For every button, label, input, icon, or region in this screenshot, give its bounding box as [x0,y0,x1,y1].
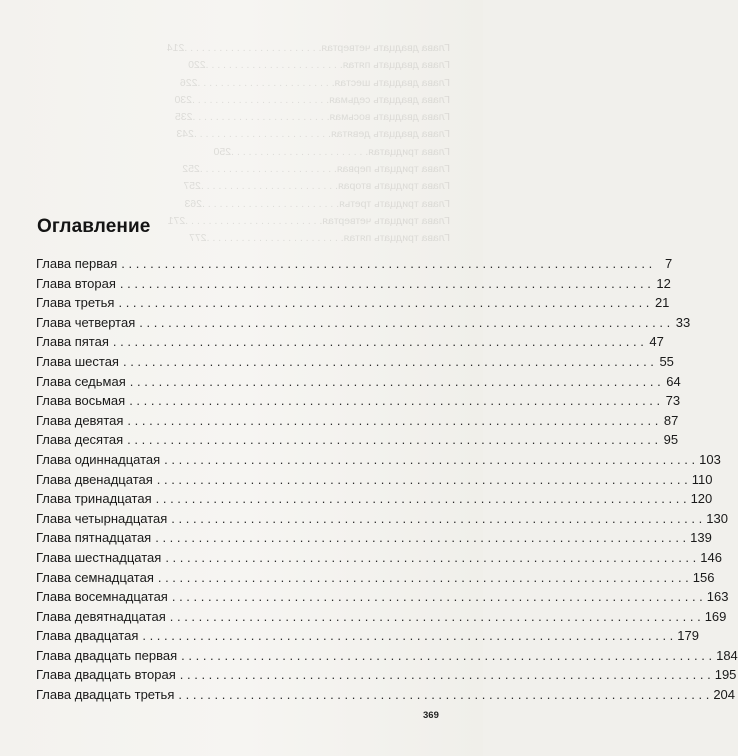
show-through-title: Глава двадцать седьмая [329,93,450,106]
show-through-page: 277 [189,232,207,245]
toc-entry-page: 169 [704,608,727,624]
dot-leader: . . . . . . . . . . . . . . . . . . . . . . . . [199,163,337,176]
show-through-entry [166,40,450,57]
toc-entry [36,685,736,705]
dot-leader [142,626,673,646]
toc-entry-page: 146 [700,549,722,565]
toc-entry [36,450,721,470]
dot-leader [113,332,644,352]
show-through-page: 226 [179,76,198,89]
toc-entry [36,587,729,607]
show-through-title: Глава тридцатая [368,145,450,158]
dot-leader [127,430,658,450]
show-through-entry [176,126,450,143]
toc-entry-title: Глава пятнадцатая [36,530,152,546]
show-through-entry [189,230,450,247]
show-through-title: Глава двадцать восьмая [329,111,450,124]
dot-leader: . . . . . . . . . . . . . . . . . . . . . . . . [193,128,332,141]
toc-entry [36,665,737,685]
dot-leader: . . . . . . . . . . . . . . . . . . . . . . . . [197,76,335,89]
toc-entry-title: Глава семнадцатая [36,569,154,585]
toc-entry-page: 195 [714,667,737,683]
toc-entry-page: 110 [691,471,713,487]
toc-entry-page: 179 [677,628,699,644]
dot-leader: . . . . . . . . . . . . . . . . . . . . . . . . [185,214,323,227]
show-through-title: Глава тридцать первая [336,163,450,176]
show-through-page: 235 [174,111,193,124]
toc-entry-page: 103 [699,451,721,467]
page-number: 369 [423,710,439,721]
toc-entry [36,372,681,392]
toc-entry-page: 64 [666,373,681,389]
show-through-page: 271 [167,214,186,227]
show-through-page: 214 [166,42,185,54]
toc-entry-title: Глава двенадцатая [36,471,153,487]
show-through-entry [174,109,450,126]
toc-entry-page: 156 [692,569,715,585]
toc-entry [36,430,679,450]
toc-entry-title: Глава девятая [36,412,124,428]
dot-leader [180,665,711,685]
dot-leader [165,548,696,568]
table-of-contents [36,254,738,705]
dot-leader: . . . . . . . . . . . . . . . . . . . . . . . . [202,197,340,210]
dot-leader: . . . . . . . . . . . . . . . . . . . . . . . . [184,42,322,54]
toc-entry [36,411,679,431]
toc-entry-page: 163 [706,589,729,605]
show-through-entry [167,213,450,230]
dot-leader [181,646,712,666]
toc-entry [36,489,713,509]
dot-leader [118,293,649,313]
page-title: Оглавление [37,216,151,237]
dot-leader [171,509,702,529]
dot-leader: . . . . . . . . . . . . . . . . . . . . . . . . [231,145,369,158]
toc-entry-page: 204 [713,687,736,703]
toc-entry [36,391,681,411]
show-through-entry [182,161,450,178]
toc-entry [36,607,727,627]
toc-entry-page: 73 [665,393,681,409]
show-through-text [166,40,450,248]
show-through-page: 257 [183,180,201,193]
show-through-title: Глава тридцать четвертая [322,214,450,227]
toc-entry-page: 12 [656,275,671,291]
show-through-entry [183,178,450,195]
dot-leader: . . . . . . . . . . . . . . . . . . . . . . . . [192,93,330,106]
toc-entry-title: Глава двадцать первая [36,647,178,663]
dot-leader: . . . . . . . . . . . . . . . . . . . . . . . . [206,232,344,245]
toc-entry-page: 120 [690,491,713,507]
dot-leader [157,470,688,490]
toc-entry-page: 55 [659,353,674,369]
toc-entry [36,254,673,274]
toc-entry-page: 47 [649,334,664,350]
toc-entry-page: 33 [675,314,691,330]
toc-entry-title: Глава двадцать третья [36,687,175,703]
toc-entry-title: Глава третья [36,295,115,311]
toc-entry-title: Глава четырнадцатая [36,510,168,526]
dot-leader [123,352,654,372]
toc-entry-title: Глава вторая [36,275,116,291]
toc-entry [36,332,664,352]
show-through-title: Глава тридцать вторая [338,180,450,193]
toc-entry-title: Глава восьмая [36,393,126,409]
show-through-entry [174,92,450,109]
toc-entry-title: Глава двадцать вторая [36,667,176,683]
toc-entry-title: Глава восемнадцатая [36,589,168,605]
toc-entry [36,509,728,529]
dot-leader: . . . . . . . . . . . . . . . . . . . . . . . . [200,180,339,193]
dot-leader: . . . . . . . . . . . . . . . . . . . . . . . . [205,59,343,72]
toc-entry-page: 139 [690,530,712,546]
show-through-page: 243 [176,128,194,141]
toc-entry-title: Глава седьмая [36,373,126,389]
dot-leader [172,587,703,607]
show-through-entry [179,75,450,92]
dot-leader [120,274,651,294]
dot-leader [170,607,701,627]
dot-leader [164,450,695,470]
show-through-title: Глава двадцать девятая [331,128,450,141]
show-through-title: Глава двадцать четвертая [321,42,450,54]
dot-leader [129,391,660,411]
toc-entry [36,352,674,372]
toc-entry-page: 184 [716,647,738,663]
show-through-entry [213,144,450,161]
toc-entry-title: Глава четвертая [36,314,136,330]
toc-entry-page: 95 [663,432,679,448]
toc-entry [36,548,722,568]
dot-leader: . . . . . . . . . . . . . . . . . . . . . . . . [192,111,330,124]
dot-leader [139,313,670,333]
toc-entry [36,528,712,548]
dot-leader [155,528,686,548]
show-through-entry [188,57,450,74]
toc-entry-title: Глава шестая [36,353,119,369]
show-through-page: 263 [184,197,203,210]
toc-entry-title: Глава двадцатая [36,628,139,644]
toc-entry [36,313,691,333]
toc-entry-page: 7 [664,256,673,271]
dot-leader [158,568,689,588]
show-through-title: Глава тридцать пятая [343,232,450,245]
show-through-page: 250 [213,145,232,158]
toc-entry [36,293,670,313]
toc-entry [36,274,671,294]
toc-entry-title: Глава пятая [36,334,109,350]
dot-leader [130,372,661,392]
dot-leader [178,685,709,705]
show-through-page: 230 [174,93,193,106]
toc-entry-title: Глава десятая [36,432,124,448]
dot-leader [121,254,652,274]
show-through-title: Глава двадцать пятая [342,59,450,72]
toc-entry-page: 87 [663,412,679,428]
toc-entry-page: 130 [706,510,728,526]
toc-entry-page: 21 [654,295,670,311]
toc-entry-title: Глава одиннадцатая [36,451,161,467]
show-through-title: Глава тридцать третья [339,197,450,210]
toc-entry-title: Глава шестнадцатая [36,549,162,565]
toc-entry [36,626,699,646]
dot-leader [156,489,687,509]
show-through-entry [184,196,450,213]
toc-entry-title: Глава тринадцатая [36,491,152,507]
toc-entry-title: Глава девятнадцатая [36,608,166,624]
show-through-title: Глава двадцать шестая [334,76,450,89]
dot-leader [127,411,658,431]
toc-entry [36,470,713,490]
show-through-page: 252 [182,163,200,176]
toc-entry-title: Глава первая [36,256,118,271]
show-through-page: 220 [188,59,206,72]
toc-entry [36,646,738,666]
toc-entry [36,568,715,588]
